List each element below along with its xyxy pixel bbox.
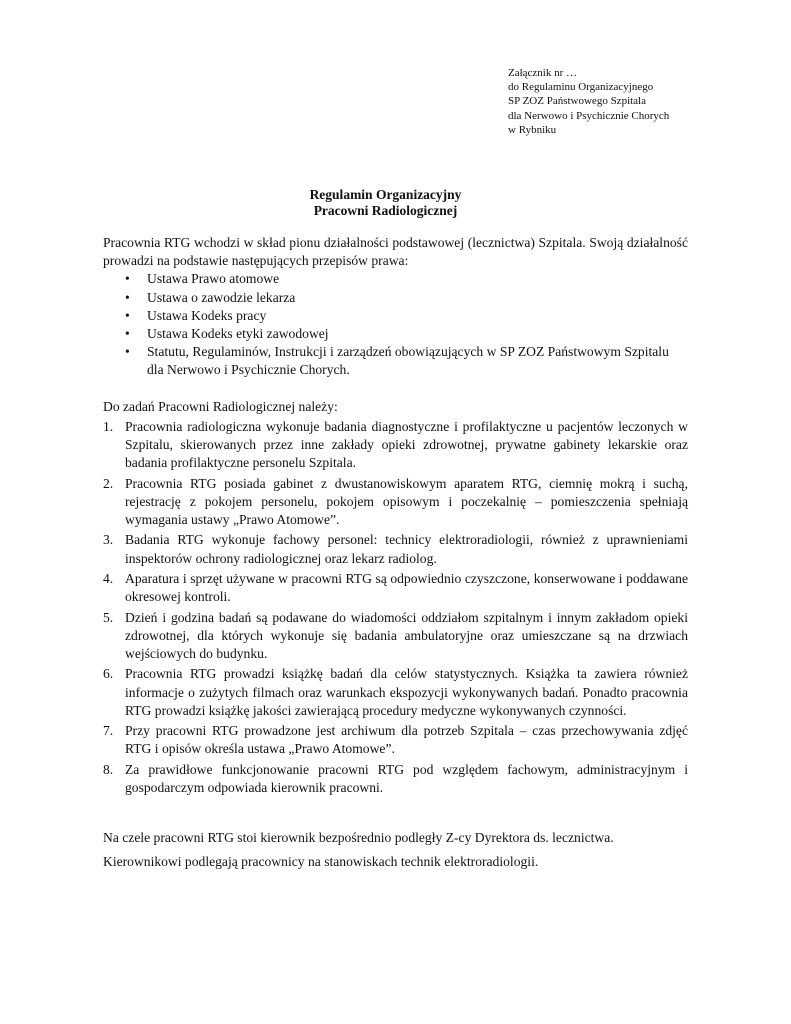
annex-line: do Regulaminu Organizacyjnego — [508, 81, 654, 94]
list-item — [103, 722, 688, 758]
intro-paragraph: Pracownia RTG wchodzi w skład pionu działalności podstawowej (lecznictwa) Szpitala. Swoją działalność prowadzi na podstawie następujących przepisów prawa: — [103, 235, 688, 269]
task-text: Za prawidłowe funkcjonowanie pracowni RTG pod względem fachowym, administracyjnym i gospodarczym odpowiada kierownik pracowni. — [125, 761, 688, 795]
law-text: Ustawa Kodeks pracy — [147, 307, 267, 323]
list-item — [103, 531, 688, 567]
list-item — [103, 570, 688, 606]
task-text: Aparatura i sprzęt używane w pracowni RTG są odpowiednio czyszczone, konserwowane i poddawane okresowej kontroli. — [125, 571, 688, 605]
list-item — [103, 475, 688, 530]
title-line-2: Pracowni Radiologicznej — [313, 203, 458, 218]
law-text: Statutu, Regulaminów, Instrukcji i zarządzeń obowiązujących w SP ZOZ Państwowym Szpitalu dla Nerwowo i Psychicznie Chorych. — [147, 344, 669, 378]
task-number: 4. — [103, 571, 114, 587]
annex-line: dla Nerwowo i Psychicznie Chorych — [508, 109, 670, 122]
title-line-1: Regulamin Organizacyjny — [309, 187, 462, 202]
law-text: Ustawa o zawodzie lekarza — [147, 289, 296, 305]
bullet-icon: • — [125, 307, 130, 323]
list-item — [103, 270, 688, 288]
annex-line: Załącznik nr … — [508, 67, 578, 79]
task-text: Badania RTG wykonuje fachowy personel: technicy elektroradiologii, również z uprawnieniami inspektorów ochrony radiologicznej oraz lekarz radiolog. — [125, 532, 688, 566]
list-item — [103, 343, 688, 379]
closing-section — [103, 829, 688, 871]
list-item — [103, 761, 688, 797]
bullet-icon: • — [125, 344, 130, 360]
list-item — [103, 609, 688, 664]
task-text: Dzień i godzina badań są podawane do wiadomości oddziałom szpitalnym i innym zakładom opieki zdrowotnej, dla których wykonuje się badania ambulatoryjne oraz umieszczane są na drzwiach wejściowych do budynku. — [125, 609, 688, 662]
list-item — [103, 325, 688, 343]
list-item — [103, 289, 688, 307]
closing-paragraph: Na czele pracowni RTG stoi kierownik bezpośrednio podległy Z-cy Dyrektora ds. lecznictwa. — [103, 830, 614, 846]
task-number: 6. — [103, 666, 114, 682]
annex-line: w Rybniku — [508, 123, 557, 136]
list-item — [103, 665, 688, 720]
law-text: Ustawa Kodeks etyki zawodowej — [147, 326, 329, 342]
tasks-list — [103, 418, 688, 797]
task-text: Pracownia RTG prowadzi książkę badań dla celów statystycznych. Książka ta zawiera również informacje o zużytych filmach oraz warunkach ekspozycji wykonywanych badań. Ponadto pracownia RTG prowadzi książkę jakości zawierającą procedury medyczne wykonywanych czynności. — [125, 666, 688, 718]
laws-list — [103, 270, 688, 379]
task-number: 1. — [103, 418, 114, 434]
list-item — [103, 418, 688, 473]
task-number: 2. — [103, 475, 114, 491]
task-number: 5. — [103, 609, 114, 625]
document-title — [0, 187, 771, 219]
law-text: Ustawa Prawo atomowe — [147, 271, 280, 287]
annex-header — [508, 66, 669, 137]
bullet-icon: • — [125, 289, 130, 305]
bullet-icon: • — [125, 271, 130, 287]
annex-line: SP ZOZ Państwowego Szpitala — [508, 95, 646, 108]
task-text: Pracownia radiologiczna wykonuje badania diagnostyczne i profilaktyczne u pacjentów leczonych w Szpitalu, skierowanych przez inne zakłady opieki zdrowotnej, prywatne gabinety lekarskie oraz badania profilaktyczne personelu Szpitala. — [125, 418, 688, 471]
task-text: Pracownia RTG posiada gabinet z dwustanowiskowym aparatem RTG, ciemnię mokrą i suchą, rejestrację z pokojem personelu, pokojem opisowym i poczekalnię – pomieszczenia spełniają wymagania ustawy „Prawo Atomowe”. — [125, 475, 688, 528]
list-item — [103, 307, 688, 325]
task-number: 8. — [103, 761, 114, 777]
task-number: 3. — [103, 532, 114, 548]
bullet-icon: • — [125, 326, 130, 342]
document-body — [103, 234, 688, 872]
closing-paragraph: Kierownikowi podlegają pracownicy na stanowiskach technik elektroradiologii. — [103, 854, 539, 870]
tasks-heading: Do zadań Pracowni Radiologicznej należy: — [103, 398, 338, 414]
task-number: 7. — [103, 723, 114, 739]
task-text: Przy pracowni RTG prowadzone jest archiwum dla potrzeb Szpitala – czas przechowywania zdjęć RTG i opisów określa ustawa „Prawo Atomowe”. — [125, 723, 688, 757]
